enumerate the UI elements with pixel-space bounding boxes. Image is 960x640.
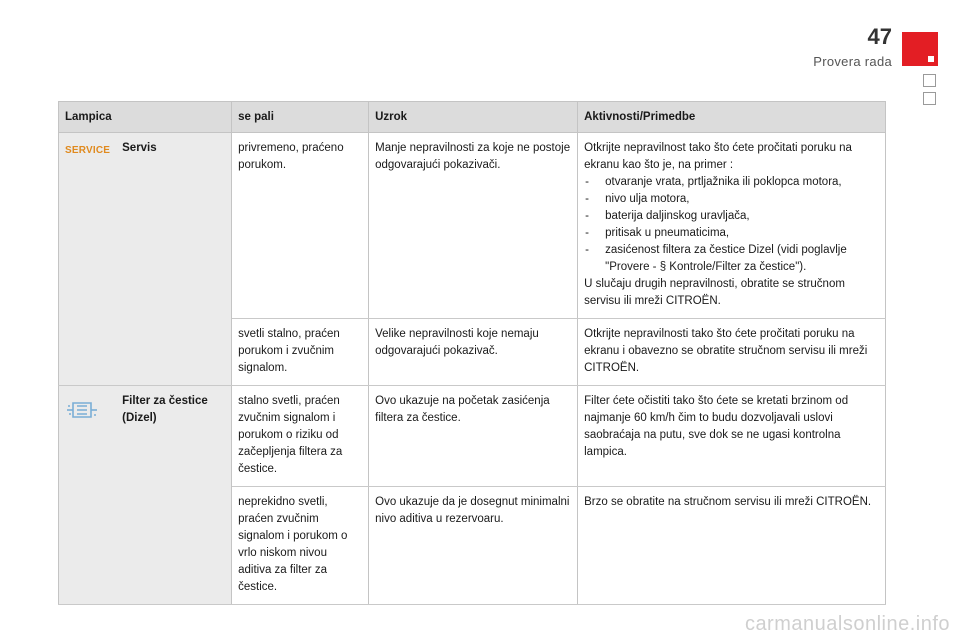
list-item: - zasićenost filtera za čestice Dizel (vidi poglavlje "Provere - § Kontrole/Filter za čestice"). [584,242,879,276]
header-lampica: Lampica [59,102,232,133]
table-row [59,133,886,319]
cause-cell: Ovo ukazuje na početak zasićenja filtera za čestice. [369,386,578,487]
action-cell: Brzo se obratite na stručnom servisu ili mreži CITROËN. [578,487,886,605]
cause-cell: Ovo ukazuje da je dosegnut minimalni nivo aditiva u rezervoaru. [369,487,578,605]
header-aktivnosti: Aktivnosti/Primedbe [578,102,886,133]
watermark: carmanualsonline.info [744,613,950,635]
header-uzrok: Uzrok [369,102,578,133]
action-outro: U slučaju drugih nepravilnosti, obratite se stručnom servisu ili mreži CITROËN. [584,278,845,307]
lamp-icon-cell [59,133,117,386]
table-header-row [59,102,886,133]
section-tab-empty-1 [923,74,936,87]
cause-cell: Manje nepravilnosti za koje ne postoje odgovarajući pokazivači. [369,133,578,319]
action-cell: Filter ćete očistiti tako što ćete se kretati brzinom od najmanje 60 km/h čim to budu dozvoljavali uslovi saobraćaja na putu, sve dok se ne ugasi kontrolna lampica. [578,386,886,487]
section-tab-marker [902,32,938,66]
lamp-name: Servis [116,133,232,386]
list-item: - otvaranje vrata, prtljažnika ili poklopca motora, [584,174,879,191]
section-tab-empty-2 [923,92,936,105]
particle-filter-icon [65,399,99,421]
warning-lamps-table [58,101,886,605]
header-se-pali: se pali [232,102,369,133]
action-list [584,174,879,276]
table-row [59,386,886,487]
action-cell [578,133,886,319]
list-item: - nivo ulja motora, [584,191,879,208]
lights-cell: neprekidno svetli, praćen zvučnim signalom i porukom o vrlo niskom nivou aditiva za filter za čestice. [232,487,369,605]
action-cell: Otkrijte nepravilnosti tako što ćete pročitati poruku na ekranu i obavezno se obratite stručnom servisu ili mreži CITROËN. [578,319,886,386]
lights-cell: stalno svetli, praćen zvučnim signalom i porukom o riziku od začepljenja filtera za čestice. [232,386,369,487]
list-item: - pritisak u pneumaticima, [584,225,879,242]
section-title: Provera rada [813,54,892,69]
lamp-name: Filter za čestice (Dizel) [116,386,232,605]
lamp-icon-cell [59,386,117,605]
cause-cell: Velike nepravilnosti koje nemaju odgovarajući pokazivač. [369,319,578,386]
service-warning-icon: SERVICE [65,145,111,156]
list-item: - baterija daljinskog uravljača, [584,208,879,225]
action-intro: Otkrijte nepravilnost tako što ćete pročitati poruku na ekranu kao što je, na primer : [584,142,852,171]
page-number: 47 [867,24,892,49]
lights-cell: privremeno, praćeno porukom. [232,133,369,319]
lights-cell: svetli stalno, praćen porukom i zvučnim signalom. [232,319,369,386]
